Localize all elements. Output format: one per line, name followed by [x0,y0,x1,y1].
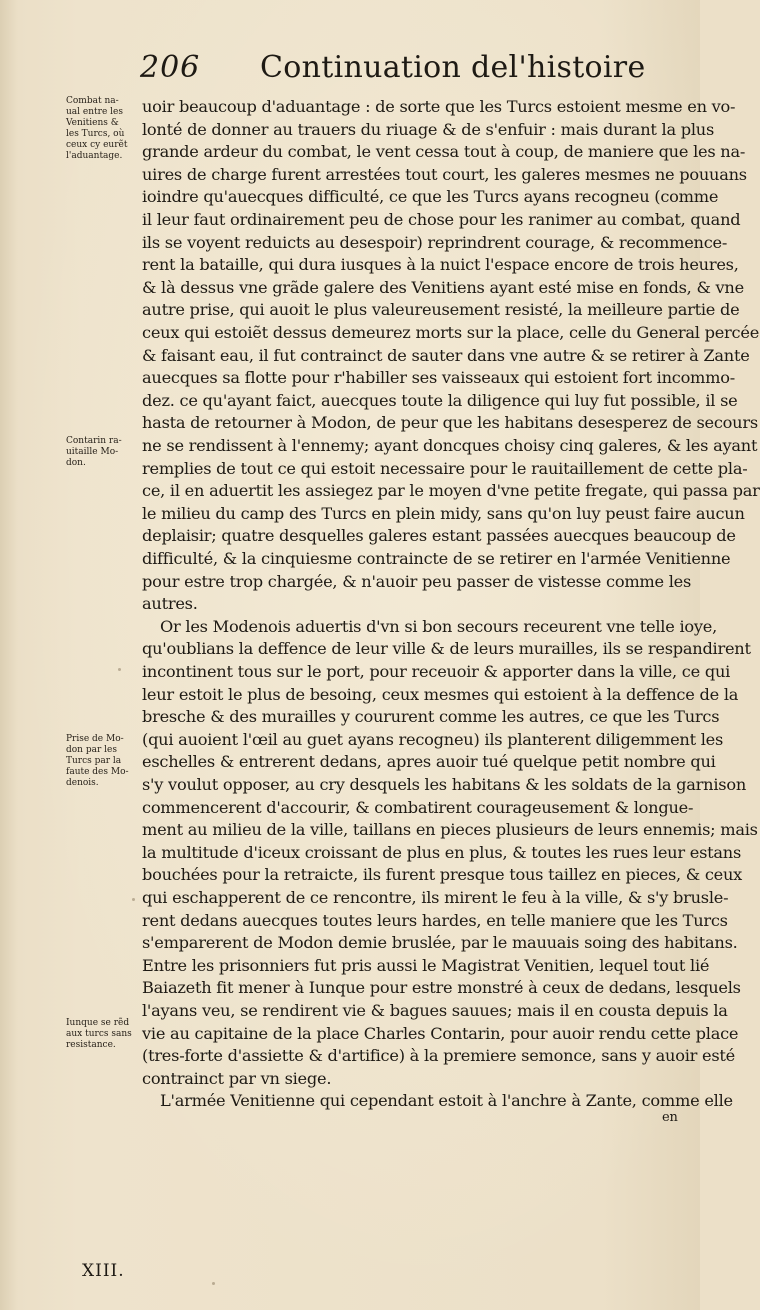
paper-spot [212,1282,215,1285]
text-line: autre prise, qui auoit le plus valeureusement resisté, la meilleure partie de [142,300,740,320]
text-line: lonté de donner au trauers du riuage & de s'enfuir : mais durant la plus [142,119,715,139]
text-line: ce, il en aduertit les assiegez par le moyen d'vne petite fregate, qui passa par [142,481,760,501]
text-line: auecques sa flotte pour r'habiller ses vaisseaux qui estoient fort incommo- [142,368,735,388]
chapter-mark: XIII. [82,1261,125,1281]
text-line: leur estoit le plus de besoing, ceux mesmes qui estoient à la deffence de la [142,684,739,704]
text-line: Entre les prisonniers fut pris aussi le Magistrat Venitien, lequel tout lié [142,955,710,975]
text-line: la multitude d'iceux croissant de plus en plus, & toutes les rues leur estans [142,842,742,862]
text-line: qu'oublians la deffence de leur ville & de leurs murailles, ils se respandirent [142,639,751,659]
text-line: uoir beaucoup d'aduantage : de sorte que les Turcs estoient mesme en vo- [142,97,736,116]
text-line: deplaisir; quatre desquelles galeres estant passées auecques beaucoup de [142,526,736,546]
text-line: dez. ce qu'ayant faict, auecques toute la diligence qui luy fut possible, il se [142,390,738,410]
text-line: autres. [142,594,198,614]
text-line: grande ardeur du combat, le vent cessa tout à coup, de maniere que les na- [142,142,746,162]
text-line: uires de charge furent arrestées tout court, les galeres mesmes ne pouuans [142,164,747,184]
text-line: l'ayans veu, se rendirent vie & bagues sauues; mais il en cousta depuis la [142,1001,728,1020]
paper-spot [118,668,121,671]
text-line: contrainct par vn siege. [142,1068,332,1088]
text-line: L'armée Venitienne qui cependant estoit à l'anchre à Zante, comme elle [160,1091,733,1111]
text-line: bresche & des murailles y coururent comme les autres, ce que les Turcs [142,707,720,727]
text-line: & faisant eau, il fut contrainct de sauter dans vne autre & se retirer à Zante [142,345,750,365]
text-line: & là dessus vne grãde galere des Venitiens ayant esté mise en fonds, & vne [142,277,744,297]
text-line: s'emparerent de Modon demie bruslée, par le mauuais soing des habitans. [142,933,738,953]
catchword: en [662,1110,678,1125]
text-line: pour estre trop chargée, & n'auoir peu passer de vistesse comme les [142,571,692,591]
paper-spot [132,898,135,901]
text-line: rent dedans auecques toutes leurs hardes, en telle maniere que les Turcs [142,910,728,930]
text-line: eschelles & entrerent dedans, apres auoir tué quelque petit nombre qui [142,752,716,772]
margin-note-capture-of-modon: Prise de Mo- don par les Turcs par la faute des Mo- denois. [66,734,129,788]
page-header [0,50,700,90]
text-line: ils se voyent reduicts au desespoir) reprindrent courage, & recommence- [142,232,728,252]
running-title: Continuation del'histoire [260,50,646,85]
margin-note-iunque-surrenders: Iunque se rẽd aux turcs sans resistance. [66,1018,132,1050]
text-line: vie au capitaine de la place Charles Contarin, pour auoir rendu cette place [142,1023,739,1043]
text-line: il leur faut ordinairement peu de chose pour les ranimer au combat, quand [142,210,741,229]
text-line: hasta de retourner à Modon, de peur que les habitans desesperez de secours [142,413,758,433]
text-line: s'y voulut opposer, au cry desquels les habitans & les soldats de la garnison [142,775,746,794]
text-line: ioindre qu'auecques difficulté, ce que les Turcs ayans recogneu (comme [142,187,719,207]
page-number: 206 [140,50,201,85]
text-line: rent la bataille, qui dura iusques à la nuict l'espace encore de trois heures, [142,255,739,275]
text-line: (qui auoient l'œil au guet ayans recogneu) ils planterent diligemment les [142,729,724,749]
text-line: ceux qui estoiẽt dessus demeurez morts sur la place, celle du General percée [142,323,760,342]
text-line: Or les Modenois aduertis d'vn si bon secours receurent vne telle ioye, [160,616,718,636]
text-line: difficulté, & la cinquiesme contraincte de se retirer en l'armée Venitienne [142,549,731,568]
margin-note-contarin-resupply: Contarin ra- uitaille Mo- don. [66,436,122,468]
text-line: bouchées pour la retraicte, ils furent presque tous taillez en pieces, & ceux [142,865,743,885]
text-line: (tres-forte d'assiette & d'artifice) à la premiere semonce, sans y auoir esté [142,1046,735,1066]
text-line: le milieu du camp des Turcs en plein midy, sans qu'on luy peust faire aucun [142,503,745,523]
text-line: qui eschapperent de ce rencontre, ils mirent le feu à la ville, & s'y brusle- [142,888,729,907]
text-line: commencerent d'accourir, & combatirent courageusement & longue- [142,797,694,817]
text-line: incontinent tous sur le port, pour receuoir & apporter dans la ville, ce qui [142,662,731,681]
text-line: ne se rendissent à l'ennemy; ayant doncques choisy cinq galeres, & les ayant [142,436,758,455]
text-line: Baiazeth fit mener à Iunque pour estre monstré à ceux de dedans, lesquels [142,978,741,998]
text-line: remplies de tout ce qui estoit necessaire pour le rauitaillement de cette pla- [142,458,748,478]
text-line: ment au milieu de la ville, taillans en pieces plusieurs de leurs ennemis; mais [142,820,758,840]
margin-note-naval-combat: Combat na- ual entre les Venitiens & les Turcs, où ceux cy eurẽt l'aduantage. [66,96,128,161]
